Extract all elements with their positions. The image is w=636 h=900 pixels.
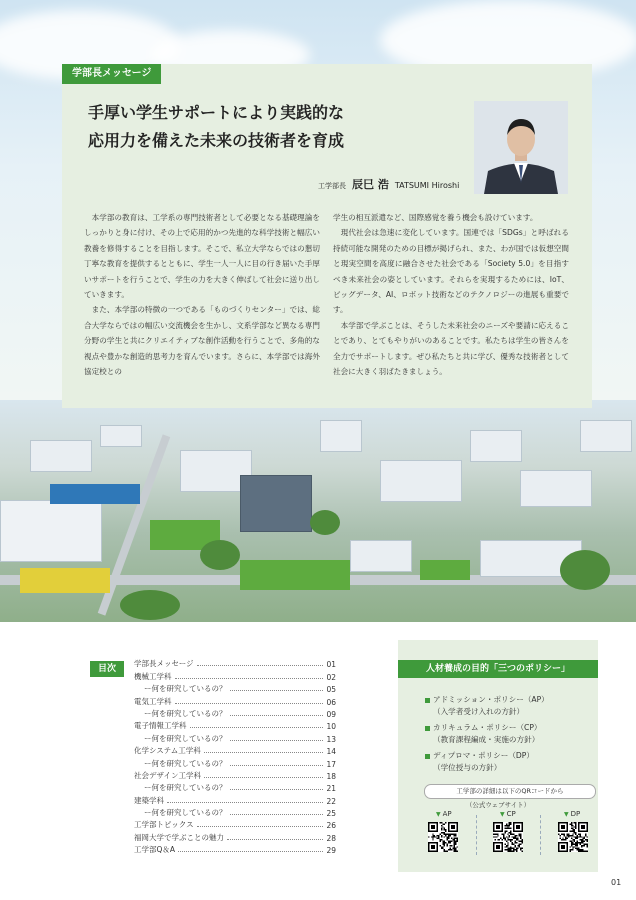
signature — [318, 176, 459, 192]
toc-row[interactable] — [134, 669, 336, 681]
square-bullet-icon — [425, 754, 430, 759]
table-of-contents — [134, 657, 336, 855]
toc-page: 18 — [326, 771, 336, 781]
toc-page: 01 — [326, 660, 336, 670]
triangle-down-icon: ▼ — [500, 811, 505, 818]
toc-row[interactable] — [134, 830, 336, 842]
toc-page: 29 — [326, 846, 336, 856]
qr-code-dp[interactable] — [558, 822, 588, 852]
page-title — [88, 99, 344, 155]
dean-portrait — [474, 101, 568, 194]
paragraph: また、本学部の特徴の一つである「ものづくりセンター」では、総合大学ならではの幅広い交流機会を生かし、文系学部など異なる専門分野の学生と共にクリエイティブな創作活動を行うことで、多角的な視点や豊かな創造的思考力を育んでいます。さらに、本学部では海外協定校との — [84, 305, 320, 377]
qr-label-dp: ▼ DP — [564, 810, 581, 818]
toc-page: 02 — [326, 672, 336, 682]
qr-label-cp: ▼ CP — [500, 810, 516, 818]
signature-name-en: TATSUMI Hiroshi — [394, 181, 460, 190]
divider — [476, 815, 477, 855]
signature-role: 工学部長 — [318, 182, 346, 190]
toc-title: ー何を研究しているの？ — [144, 758, 227, 768]
toc-title: 学部長メッセージ — [134, 659, 194, 669]
headline-line-2: 応用力を備えた未来の技術者を育成 — [88, 131, 345, 150]
toc-row[interactable] — [134, 806, 336, 818]
toc-leader — [227, 839, 323, 840]
toc-title: 社会デザイン工学科 — [134, 770, 201, 780]
triangle-down-icon: ▼ — [436, 811, 441, 818]
toc-page: 06 — [326, 697, 336, 707]
toc-leader — [230, 814, 324, 815]
toc-page: 21 — [326, 784, 336, 794]
toc-row[interactable] — [134, 818, 336, 830]
toc-leader — [230, 765, 324, 766]
toc-leader — [197, 665, 324, 666]
divider — [540, 815, 541, 855]
qr-code-cp[interactable] — [493, 822, 523, 852]
toc-row[interactable] — [134, 657, 336, 669]
campus-aerial-photo — [0, 400, 636, 622]
policy-desc: （学位授与の方針） — [433, 763, 502, 772]
toc-page: 14 — [326, 747, 336, 757]
toc-title: 建築学科 — [134, 795, 164, 805]
toc-leader — [230, 740, 324, 741]
toc-leader — [197, 826, 324, 827]
paragraph: 本学部で学ぶことは、そうした未来社会のニーズや要請に応えることであり、とてもやりがいのあることです。私たちは学生の皆さんを全力でサポートします。ぜひ私たちと共に学び、優秀な技術者として社会に大きく羽ばたきましょう。 — [333, 320, 569, 377]
toc-leader — [230, 690, 324, 691]
toc-row[interactable] — [134, 719, 336, 731]
toc-leader — [204, 777, 323, 778]
page-number: 01 — [611, 878, 622, 887]
toc-row[interactable] — [134, 756, 336, 768]
policy-item-dp — [425, 750, 534, 774]
qr-note-sub: （公式ウェブサイト） — [465, 801, 531, 809]
toc-title: ー何を研究しているの？ — [144, 733, 227, 743]
toc-leader — [175, 703, 324, 704]
toc-title: 電気工学科 — [134, 696, 172, 706]
toc-title: ー何を研究しているの？ — [144, 808, 227, 818]
toc-title: ー何を研究しているの？ — [144, 708, 227, 718]
toc-title: 福岡大学で学ぶことの魅力 — [134, 832, 224, 842]
policy-item-ap — [425, 694, 549, 718]
toc-row[interactable] — [134, 707, 336, 719]
toc-title: 工学部トピックス — [134, 820, 194, 830]
headline-line-1: 手厚い学生サポートにより実践的な — [88, 103, 345, 122]
qr-code-ap[interactable] — [428, 822, 458, 852]
toc-row[interactable] — [134, 769, 336, 781]
qr-label-ap: ▼ AP — [436, 810, 452, 818]
toc-row[interactable] — [134, 793, 336, 805]
paragraph: 現代社会は急速に変化しています。国連では「SDGs」と呼ばれる持続可能な開発のための目標が掲げられ、また、わが国では仮想空間と現実空間を高度に融合させた社会である「Society 5.0」を目指すべき未来社会の姿としています。それらを実現するためには、IoT、ビッグデータ、AI、ロボット技術などのテクノロジーの進展も重要です。 — [333, 228, 569, 315]
toc-page: 28 — [326, 833, 336, 843]
toc-title: ー何を研究しているの？ — [144, 684, 227, 694]
toc-page: 13 — [326, 734, 336, 744]
toc-page: 22 — [326, 796, 336, 806]
toc-title: 機械工学科 — [134, 671, 172, 681]
toc-leader — [230, 789, 324, 790]
toc-page: 05 — [326, 685, 336, 695]
policy-name: アドミッション・ポリシー（AP） — [433, 695, 549, 704]
toc-page: 09 — [326, 709, 336, 719]
policy-name: ディプロマ・ポリシー（DP） — [433, 751, 534, 760]
toc-label: 目次 — [90, 661, 124, 677]
toc-leader — [230, 715, 324, 716]
policy-desc: （入学者受け入れの方針） — [433, 707, 525, 716]
toc-title: 電子情報工学科 — [134, 721, 187, 731]
toc-row[interactable] — [134, 682, 336, 694]
toc-leader — [178, 851, 323, 852]
toc-page: 10 — [326, 722, 336, 732]
toc-leader — [190, 727, 324, 728]
message-column-1 — [84, 210, 320, 379]
toc-row[interactable] — [134, 843, 336, 855]
qr-note: 工学部の詳細は以下のQRコードから — [424, 784, 596, 799]
paragraph: 学生の相互派遣など、国際感覚を養う機会も設けています。 — [333, 213, 538, 222]
paragraph: 本学部の教育は、工学系の専門技術者として必要となる基礎理論をしっかりと身に付け、その上で応用的かつ先進的な科学技術と幅広い教養を修得することを目指します。そこで、私立大学ならではの懇切丁寧な教育を提供するとともに、学生一人一人に目の行き届いた手厚いサポートを行うことで、学生の力を大きく伸ばして社会に送り出していきます。 — [84, 213, 320, 300]
square-bullet-icon — [425, 698, 430, 703]
policy-desc: （教育課程編成・実施の方針） — [433, 735, 540, 744]
square-bullet-icon — [425, 726, 430, 731]
toc-row[interactable] — [134, 694, 336, 706]
toc-title: 工学部Q＆A — [134, 845, 176, 855]
toc-row[interactable] — [134, 781, 336, 793]
toc-row[interactable] — [134, 744, 336, 756]
toc-leader — [175, 678, 324, 679]
toc-page: 17 — [326, 759, 336, 769]
section-badge: 学部長メッセージ — [62, 64, 161, 84]
toc-leader — [167, 802, 323, 803]
policy-name: カリキュラム・ポリシー（CP） — [433, 723, 542, 732]
toc-page: 26 — [326, 821, 336, 831]
policy-item-cp — [425, 722, 542, 746]
toc-title: 化学システム工学科 — [134, 746, 201, 756]
triangle-down-icon: ▼ — [564, 811, 569, 818]
signature-name: 辰巳 浩 — [352, 178, 389, 191]
toc-row[interactable] — [134, 731, 336, 743]
policy-title: 人材養成の目的「三つのポリシー」 — [398, 660, 598, 678]
toc-leader — [204, 752, 324, 753]
toc-title: ー何を研究しているの？ — [144, 783, 227, 793]
message-column-2 — [333, 210, 569, 379]
toc-page: 25 — [326, 809, 336, 819]
